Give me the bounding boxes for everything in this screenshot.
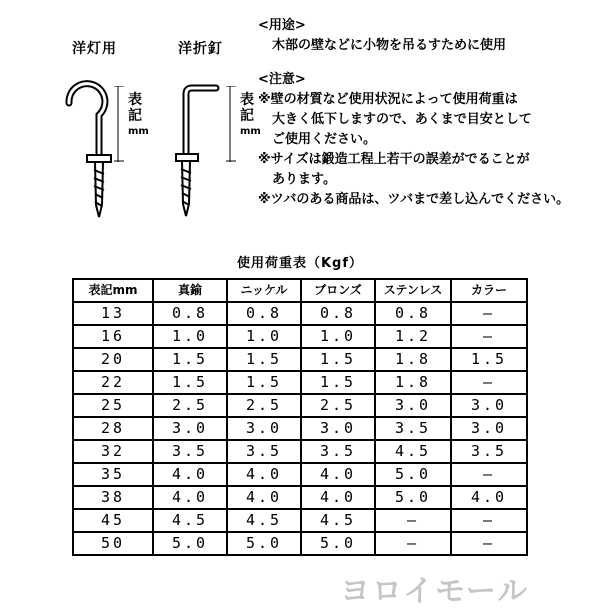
table-row bbox=[73, 463, 527, 486]
notes-block bbox=[258, 16, 588, 210]
caution-line: ※ツバのある商品は、ツバまで差し込んでください。 bbox=[258, 192, 570, 207]
load-cell: 3.5 bbox=[451, 440, 527, 463]
load-cell: 1.5 bbox=[227, 371, 301, 394]
load-cell: 3.5 bbox=[153, 440, 227, 463]
caution-title: <注意> bbox=[258, 72, 306, 87]
hook-a-caption: 洋灯用 bbox=[72, 41, 117, 57]
table-row bbox=[73, 486, 527, 509]
header-cell: ステンレス bbox=[375, 279, 451, 302]
load-cell: 3.0 bbox=[227, 417, 301, 440]
table-row bbox=[73, 325, 527, 348]
header-cell: 真鍮 bbox=[153, 279, 227, 302]
header-cell: カラー bbox=[451, 279, 527, 302]
load-cell: — bbox=[451, 325, 527, 348]
load-cell: 1.0 bbox=[301, 325, 375, 348]
load-cell: 1.5 bbox=[227, 348, 301, 371]
load-cell: 3.5 bbox=[227, 440, 301, 463]
watermark-logo: ヨロイモール bbox=[340, 574, 530, 609]
size-cell: 16 bbox=[73, 325, 153, 348]
dimension-line-a bbox=[114, 86, 128, 162]
header-cell: ブロンズ bbox=[301, 279, 375, 302]
load-cell: — bbox=[375, 532, 451, 555]
table-row bbox=[73, 440, 527, 463]
header-cell: ニッケル bbox=[227, 279, 301, 302]
load-cell: 3.0 bbox=[451, 417, 527, 440]
load-cell: 4.0 bbox=[451, 486, 527, 509]
load-cell: — bbox=[451, 371, 527, 394]
load-cell: 3.0 bbox=[375, 394, 451, 417]
load-cell: 1.2 bbox=[375, 325, 451, 348]
table-row bbox=[73, 532, 527, 555]
caution-line: ご使用ください。 bbox=[272, 132, 377, 147]
dimension-line-b bbox=[226, 86, 240, 162]
load-cell: 4.0 bbox=[227, 486, 301, 509]
size-cell: 45 bbox=[73, 509, 153, 532]
load-cell: 2.5 bbox=[227, 394, 301, 417]
hook-b-caption: 洋折釘 bbox=[178, 41, 223, 57]
caution-line: ※サイズは鍛造工程上若干の誤差がでることが bbox=[258, 152, 530, 167]
caution-line: 大きく低下しますので、あくまで目安として bbox=[272, 112, 532, 127]
table-row bbox=[73, 371, 527, 394]
load-cell: 1.8 bbox=[375, 371, 451, 394]
load-cell: 1.5 bbox=[451, 348, 527, 371]
load-cell: 4.0 bbox=[227, 463, 301, 486]
table-title: 使用荷重表（Kgf） bbox=[236, 256, 364, 271]
load-cell: 4.5 bbox=[301, 509, 375, 532]
load-cell: 0.8 bbox=[153, 302, 227, 325]
load-cell: 1.0 bbox=[153, 325, 227, 348]
load-cell: 4.0 bbox=[301, 486, 375, 509]
load-cell: 3.5 bbox=[301, 440, 375, 463]
size-cell: 13 bbox=[73, 302, 153, 325]
load-cell: 5.0 bbox=[301, 532, 375, 555]
load-cell: 5.0 bbox=[153, 532, 227, 555]
load-cell: 1.5 bbox=[301, 371, 375, 394]
load-cell: 3.0 bbox=[153, 417, 227, 440]
caution-line: ※壁の材質など使用状況によって使用荷重は bbox=[258, 92, 518, 107]
load-cell: 3.5 bbox=[375, 417, 451, 440]
size-cell: 35 bbox=[73, 463, 153, 486]
load-cell: — bbox=[451, 532, 527, 555]
load-cell: 1.8 bbox=[375, 348, 451, 371]
load-cell: 1.0 bbox=[227, 325, 301, 348]
size-cell: 28 bbox=[73, 417, 153, 440]
load-cell: 0.8 bbox=[301, 302, 375, 325]
caution-line: あります。 bbox=[272, 172, 336, 187]
load-cell: 2.5 bbox=[153, 394, 227, 417]
size-cell: 22 bbox=[73, 371, 153, 394]
load-cell: 4.0 bbox=[301, 463, 375, 486]
size-cell: 20 bbox=[73, 348, 153, 371]
size-cell: 25 bbox=[73, 394, 153, 417]
load-cell: 4.5 bbox=[153, 509, 227, 532]
load-cell: 1.5 bbox=[153, 371, 227, 394]
dimension-label-a: 表 記 mm bbox=[128, 92, 149, 137]
dimension-label-b: 表 記 mm bbox=[240, 92, 261, 137]
load-cell: 3.0 bbox=[451, 394, 527, 417]
load-cell: 0.8 bbox=[227, 302, 301, 325]
load-cell: 1.5 bbox=[301, 348, 375, 371]
size-cell: 38 bbox=[73, 486, 153, 509]
load-cell: — bbox=[451, 509, 527, 532]
table-row bbox=[73, 417, 527, 440]
size-cell: 50 bbox=[73, 532, 153, 555]
load-cell: — bbox=[451, 302, 527, 325]
table-row bbox=[73, 348, 527, 371]
load-table bbox=[72, 278, 528, 556]
l-hook-illustration bbox=[172, 78, 232, 228]
size-cell: 32 bbox=[73, 440, 153, 463]
load-cell: 4.0 bbox=[153, 463, 227, 486]
load-cell: 2.5 bbox=[301, 394, 375, 417]
load-cell: 0.8 bbox=[375, 302, 451, 325]
load-cell: — bbox=[451, 463, 527, 486]
load-cell: 4.0 bbox=[153, 486, 227, 509]
usage-title: <用途> bbox=[258, 18, 306, 33]
load-cell: 5.0 bbox=[227, 532, 301, 555]
table-row bbox=[73, 509, 527, 532]
load-cell: 4.5 bbox=[227, 509, 301, 532]
load-cell: — bbox=[375, 509, 451, 532]
usage-text: 木部の壁などに小物を吊るすために使用 bbox=[272, 38, 507, 53]
load-cell: 1.5 bbox=[153, 348, 227, 371]
table-row bbox=[73, 394, 527, 417]
table-row bbox=[73, 302, 527, 325]
load-cell: 4.5 bbox=[375, 440, 451, 463]
load-cell: 5.0 bbox=[375, 463, 451, 486]
load-cell: 5.0 bbox=[375, 486, 451, 509]
load-cell: 3.0 bbox=[301, 417, 375, 440]
table-header-row bbox=[73, 279, 527, 302]
header-cell: 表記mm bbox=[73, 279, 153, 302]
